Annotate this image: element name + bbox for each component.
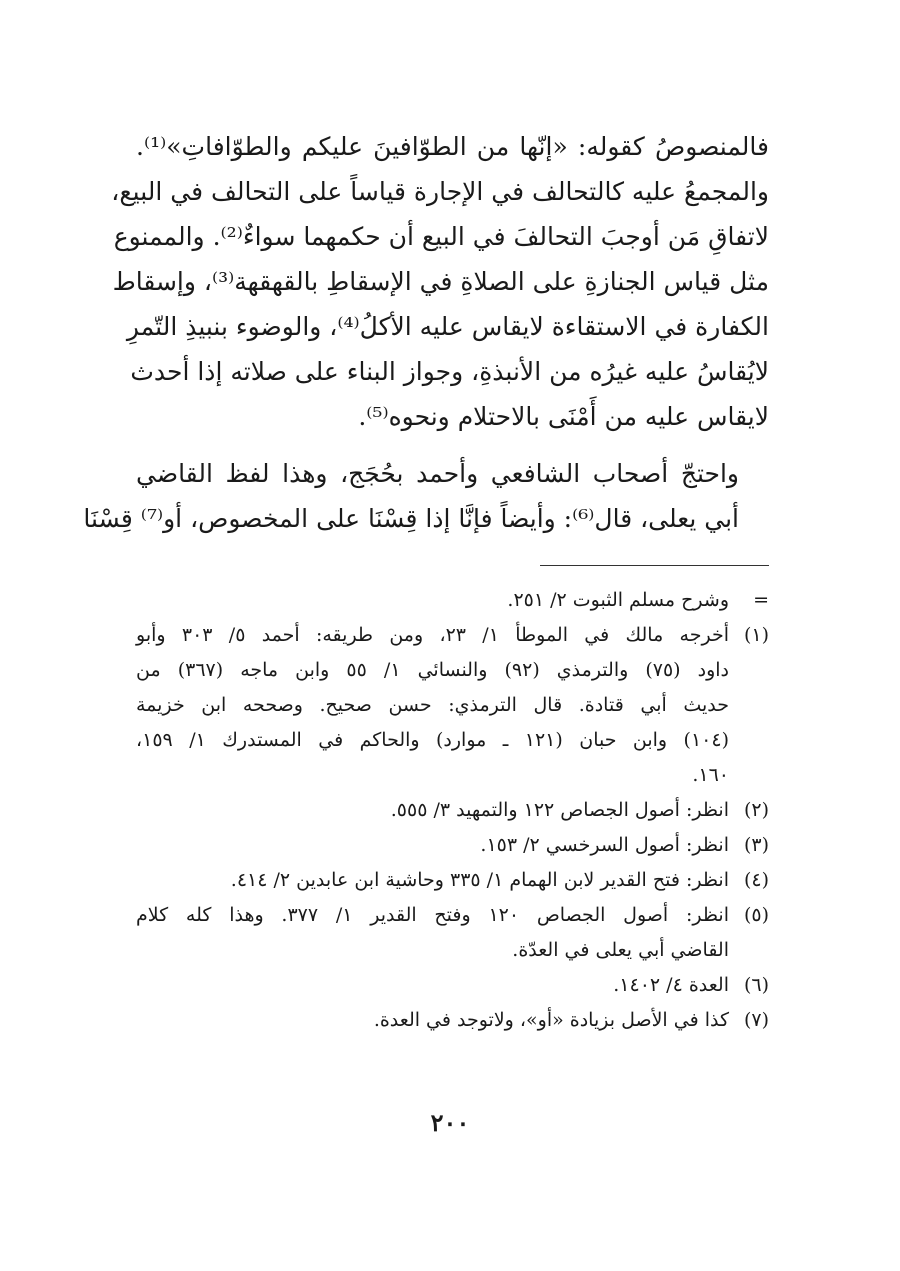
footnote-marker: (٢) bbox=[743, 799, 769, 821]
text-line: واحتجّ أصحاب الشافعي وأحمد بحُجَج، وهذا لفظ القاضي bbox=[136, 459, 739, 488]
footnote bbox=[136, 618, 769, 793]
footnote-line: انظر: أصول السرخسي ٢/ ١٥٣. bbox=[480, 834, 729, 856]
footnote-line: وشرح مسلم الثبوت ٢/ ٢٥١. bbox=[507, 589, 729, 611]
footnote-marker: (٧) bbox=[743, 1009, 769, 1031]
footnote-line: كذا في الأصل بزيادة «أو»، ولاتوجد في العدة. bbox=[373, 1009, 729, 1031]
footnote-marker: (٥) bbox=[743, 904, 769, 926]
footnote-line: انظر: أصول الجصاص ١٢٠ وفتح القدير ١/ ٣٧٧. وهذا كله كلام bbox=[136, 904, 729, 926]
footnote-body bbox=[136, 1003, 729, 1038]
main-text bbox=[83, 124, 769, 541]
footnote bbox=[136, 828, 769, 863]
footnote-marker: (٤) bbox=[743, 869, 769, 891]
footnote bbox=[136, 898, 769, 968]
paragraph bbox=[83, 451, 769, 541]
text-line: لاتفاقِ مَن أوجبَ التحالفَ في البيع أن حكمهما سواءٌ⁽²⁾. والممنوع bbox=[113, 222, 769, 251]
footnote bbox=[136, 863, 769, 898]
footnote-marker: (١) bbox=[743, 624, 769, 646]
text-line: لايقاس عليه من أَمْنَى بالاحتلام ونحوه⁽⁵⁾. bbox=[358, 402, 769, 431]
footnote-line: انظر: فتح القدير لابن الهمام ١/ ٣٣٥ وحاشية ابن عابدين ٢/ ٤١٤. bbox=[230, 869, 729, 891]
text-line: أبي يعلى، قال⁽⁶⁾: وأيضاً فإنَّا إذا قِسْنَا على المخصوص، أو⁽⁷⁾ قِسْنَا bbox=[83, 504, 739, 533]
text-line: فالمنصوصُ كقوله: «إنّها من الطوّافينَ عليكم والطوّافاتِ»⁽¹⁾. bbox=[136, 132, 769, 161]
footnote-body bbox=[136, 793, 729, 828]
paragraph bbox=[111, 124, 769, 439]
footnote-line: ١٦٠. bbox=[692, 764, 729, 786]
footnote-body bbox=[136, 828, 729, 863]
text-line: الكفارة في الاستقاءة لايقاس عليه الأكلُ⁽⁴⁾، والوضوء بنبيذِ التّمرِ bbox=[126, 312, 769, 341]
footnote-marker: (٦) bbox=[743, 974, 769, 996]
footnote bbox=[136, 968, 769, 1003]
footnote-body bbox=[136, 583, 729, 618]
footnote-line: حديث أبي قتادة. قال الترمذي: حسن صحيح. وصححه ابن خزيمة bbox=[136, 694, 729, 716]
footnote-marker: (٣) bbox=[743, 834, 769, 856]
footnotes bbox=[136, 583, 769, 1038]
footnote-marker: = bbox=[753, 589, 769, 611]
footnote bbox=[136, 1003, 769, 1038]
footnote bbox=[136, 583, 769, 618]
footnote-body bbox=[136, 863, 729, 898]
text-line: مثل قياس الجنازةِ على الصلاةِ في الإسقاطِ بالقهقهة⁽³⁾، وإسقاط bbox=[112, 267, 769, 296]
footnote-line: (١٠٤) وابن حبان (١٢١ ـ موارد) والحاكم في المستدرك ١/ ١٥٩، bbox=[136, 729, 729, 751]
footnote-separator bbox=[540, 565, 769, 566]
footnote-body bbox=[136, 898, 729, 968]
footnote-body bbox=[136, 618, 729, 793]
footnote-line: أخرجه مالك في الموطأ ١/ ٢٣، ومن طريقه: أحمد ٥/ ٣٠٣ وأبو bbox=[136, 624, 729, 646]
footnote-body bbox=[136, 968, 729, 1003]
footnote-line: العدة ٤/ ١٤٠٢. bbox=[613, 974, 729, 996]
footnote-line: القاضي أبي يعلى في العدّة. bbox=[512, 939, 729, 961]
text-line: لايُقاسُ عليه غيرُه من الأنبذةِ، وجواز البناء على صلاته إذا أحدث bbox=[130, 357, 769, 386]
footnote-line: انظر: أصول الجصاص ١٢٢ والتمهيد ٣/ ٥٥٥. bbox=[390, 799, 729, 821]
footnote-line: داود (٧٥) والترمذي (٩٢) والنسائي ١/ ٥٥ وابن ماجه (٣٦٧) من bbox=[136, 659, 730, 681]
page-number: ٢٠٠ bbox=[430, 1108, 470, 1137]
footnote bbox=[136, 793, 769, 828]
text-line: والمجمعُ عليه كالتحالف في الإجارة قياساً على التحالف في البيع، bbox=[111, 177, 769, 206]
